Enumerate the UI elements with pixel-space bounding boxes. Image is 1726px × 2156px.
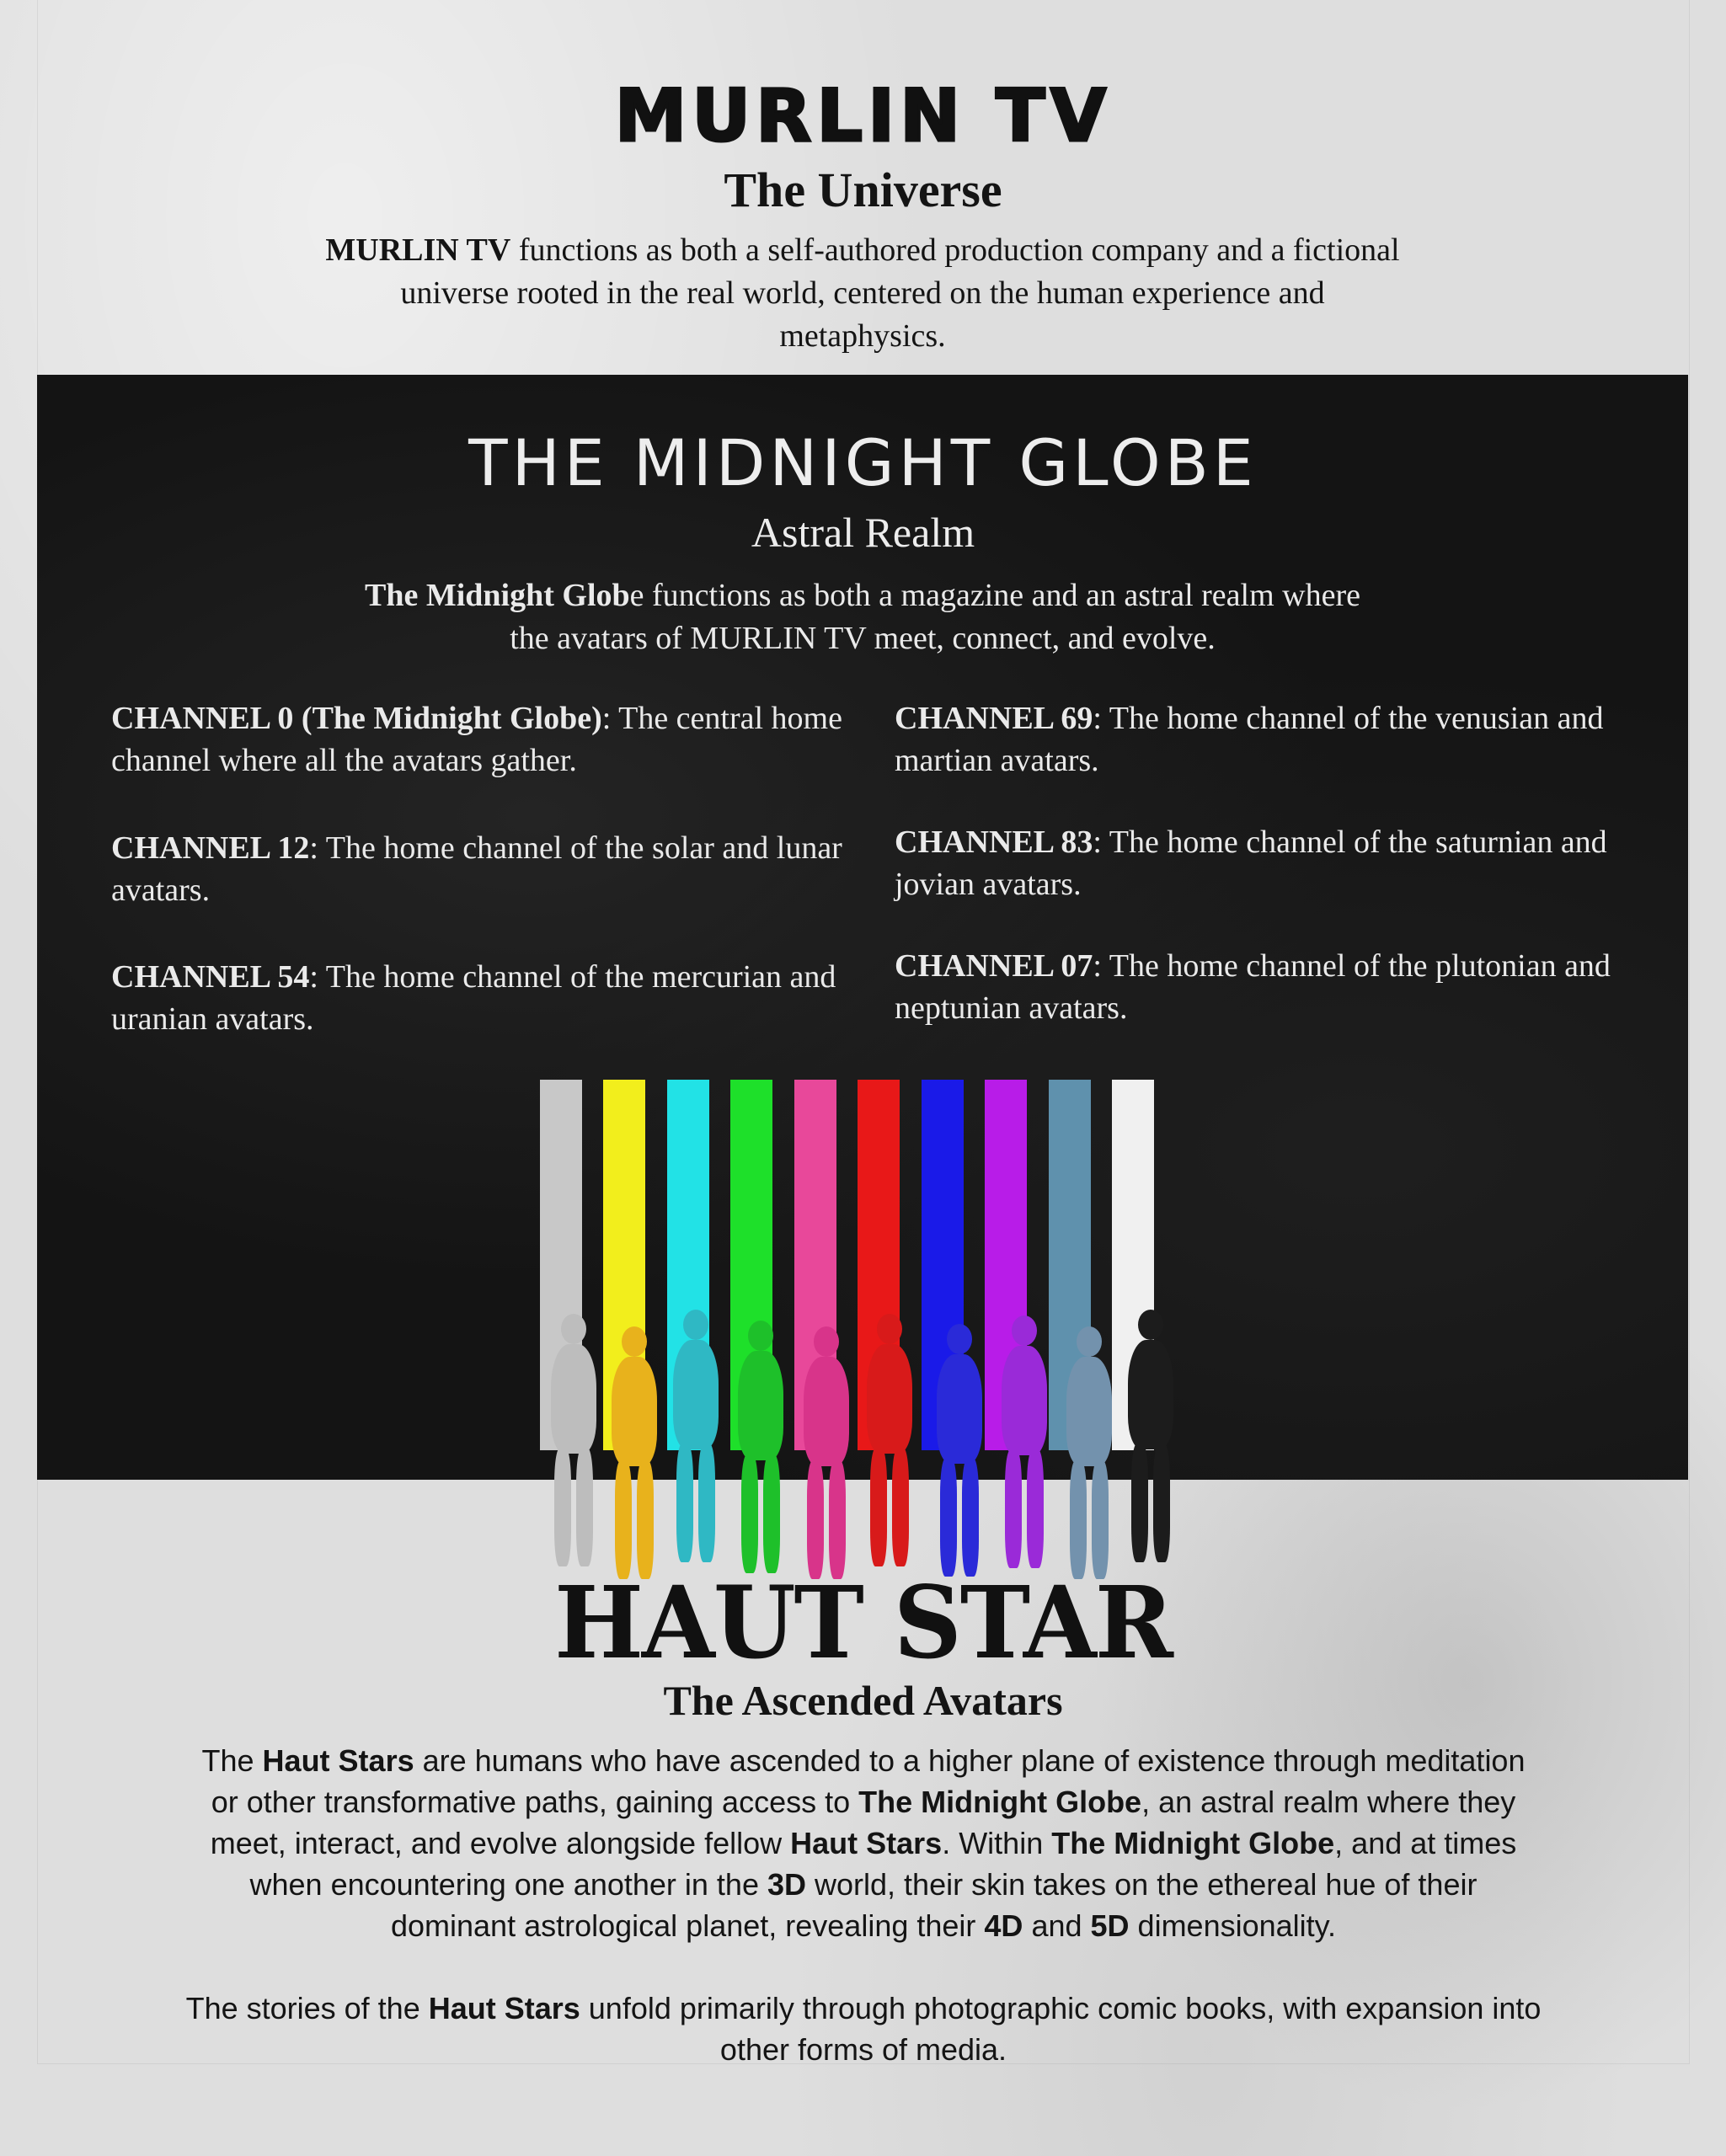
channel-0-desc: : The central home channel where all the avatars gather. xyxy=(111,701,842,778)
universe-description xyxy=(323,229,1402,358)
channel-54-name: CHANNEL 54 xyxy=(111,959,310,995)
midnight-globe-bold: The Midnight Glob xyxy=(365,578,630,613)
channel-54-desc: : The home channel of the mercurian and uranian avatars. xyxy=(111,959,836,1037)
channel-07-name: CHANNEL 07 xyxy=(895,948,1093,984)
haut-star-title: HAUT STAR xyxy=(554,1565,1172,1682)
text-run: The xyxy=(201,1743,263,1778)
text-run: dimensionality. xyxy=(1129,1908,1336,1943)
channel-12-name: CHANNEL 12 xyxy=(111,830,310,866)
astral-realm-subtitle: Astral Realm xyxy=(751,509,975,556)
bold-run: The Midnight Globe xyxy=(858,1785,1142,1819)
bold-run: 5D xyxy=(1090,1908,1130,1943)
ascended-avatars-subtitle: The Ascended Avatars xyxy=(663,1677,1063,1724)
text-run: and xyxy=(1023,1908,1091,1943)
channel-83-name: CHANNEL 83 xyxy=(895,825,1093,860)
bold-run: Haut Stars xyxy=(428,1991,580,2025)
bold-run: Haut Stars xyxy=(262,1743,414,1778)
bold-run: The Midnight Globe xyxy=(1051,1826,1335,1860)
channel-69 xyxy=(895,697,1636,782)
channel-12 xyxy=(111,827,869,911)
text-run: . Within xyxy=(942,1826,1052,1860)
channel-07-desc: : The home channel of the plutonian and neptunian avatars. xyxy=(895,948,1611,1026)
midnight-globe-title: THE MIDNIGHT GLOBE xyxy=(468,425,1258,500)
channel-07 xyxy=(895,945,1636,1029)
text-run: unfold primarily through photographic comic books, with expansion into other forms of media. xyxy=(580,1991,1542,2067)
channel-0-name: CHANNEL 0 (The Midnight Globe) xyxy=(111,701,602,736)
haut-star-description xyxy=(185,1740,1542,1946)
channel-83-desc: : The home channel of the saturnian and jovian avatars. xyxy=(895,825,1607,902)
channel-69-desc: : The home channel of the venusian and martian avatars. xyxy=(895,701,1604,778)
text-run: The stories of the xyxy=(185,1991,429,2025)
text-run: , and at times when encountering one another in the xyxy=(249,1826,1517,1902)
murlin-tv-bold: MURLIN TV xyxy=(325,232,511,268)
midnight-globe-description xyxy=(357,574,1368,660)
text-run: , an astral realm where they meet, interact, and evolve alongside fellow xyxy=(210,1785,1516,1860)
channel-83 xyxy=(895,821,1636,905)
bold-run: 4D xyxy=(984,1908,1023,1943)
haut-star-stories xyxy=(185,1988,1542,2070)
text-run: world, their skin takes on the ethereal hue of their dominant astrological planet, revealing their xyxy=(390,1867,1478,1943)
channel-12-desc: : The home channel of the solar and lunar avatars. xyxy=(111,830,842,908)
bold-run: Haut Stars xyxy=(790,1826,943,1860)
channel-54 xyxy=(111,956,878,1040)
universe-subtitle: The Universe xyxy=(724,163,1002,217)
text-run: are humans who have ascended to a higher plane of existence through meditation or other transformative paths, gaining access to xyxy=(211,1743,1526,1819)
murlin-tv-title: MURLIN TV xyxy=(614,74,1112,158)
channel-69-name: CHANNEL 69 xyxy=(895,701,1093,736)
bold-run: 3D xyxy=(767,1867,807,1902)
universe-description-text: functions as both a self-authored production company and a fictional universe rooted in the real world, centered on the human experience and metaphysics. xyxy=(400,232,1400,354)
channel-0 xyxy=(111,697,869,782)
midnight-globe-description-text: e functions as both a magazine and an astral realm where the avatars of MURLIN TV meet, connect, and evolve. xyxy=(510,578,1360,656)
